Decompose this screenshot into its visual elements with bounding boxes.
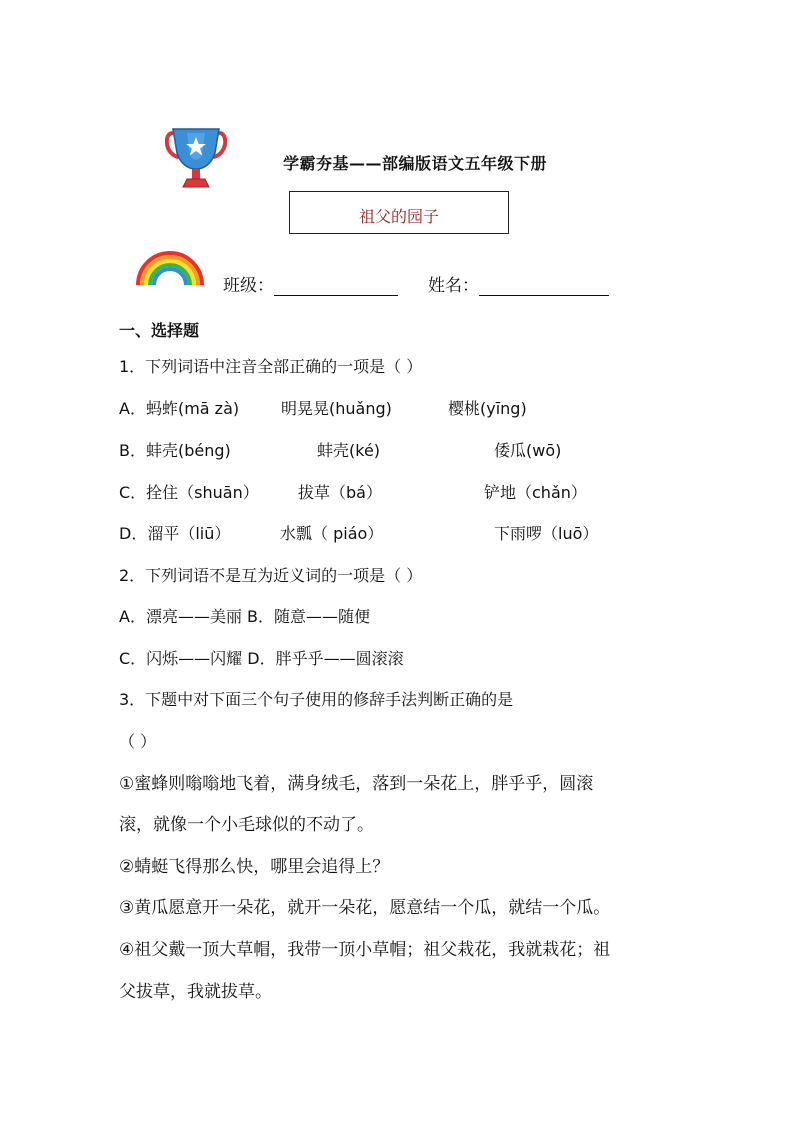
q1-option-b-1: B．蚌壳(béng) [119,441,231,460]
q1-option-a-3: 樱桃(yīng) [448,399,527,418]
q3-sentence-3: ③黄瓜愿意开一朵花，就开一朵花，愿意结一个瓜，就结一个瓜。 [119,898,611,918]
name-field [428,276,609,296]
class-label: 班级： [223,276,274,296]
q2-stem: 2．下列词语不是互为近义词的一项是（ ） [119,566,423,585]
q3-sentence-4b: 父拔草，我就拔草。 [119,982,272,1002]
q1-option-c-1: C．拴住（shuān） [119,483,259,502]
class-blank[interactable] [274,277,398,296]
q2-options-cd: C．闪烁——闪耀 D．胖乎乎——圆滚滚 [119,649,404,668]
q1-option-b-3: 倭瓜(wō) [494,441,562,460]
q3-sentence-4a: ④祖父戴一顶大草帽，我带一顶小草帽；祖父栽花，我就栽花；祖 [119,940,611,960]
name-blank[interactable] [479,277,609,296]
rainbow-icon [134,247,206,287]
page-title: 学霸夯基——部编版语文五年级下册 [283,154,548,173]
q1-option-c-3: 铲地（chǎn） [484,483,587,502]
q3-answer-paren: （ ） [119,732,157,751]
q1-option-d-2: 水瓢（ piáo） [280,524,384,543]
q1-option-b-2: 蚌壳(ké) [317,441,381,460]
q3-stem: 3．下题中对下面三个句子使用的修辞手法判断正确的是 [119,690,514,709]
q1-stem: 1．下列词语中注音全部正确的一项是（ ） [119,357,423,376]
q3-sentence-2: ②蜻蜓飞得那么快，哪里会追得上？ [119,857,390,877]
class-field [223,276,398,296]
q3-sentence-1b: 滚，就像一个小毛球似的不动了。 [119,815,374,835]
q1-option-a-1: A．蚂蚱(mā zà) [119,399,240,418]
q1-option-d-1: D．溜平（liū） [119,524,231,543]
section-heading: 一、选择题 [119,321,200,340]
q3-sentence-1a: ①蜜蜂则嗡嗡地飞着，满身绒毛，落到一朵花上，胖乎乎，圆滚 [119,774,594,794]
q1-option-d-3: 下雨啰（luō） [494,524,599,543]
q1-option-a-2: 明晃晃(huǎng) [281,399,392,418]
subtitle-box [289,191,509,234]
page-subtitle: 祖父的园子 [358,207,439,226]
name-label: 姓名： [428,276,479,296]
q2-options-ab: A．漂亮——美丽 B．随意——随便 [119,607,371,626]
q1-option-c-2: 拔草（bá） [298,483,382,502]
trophy-icon [165,127,227,189]
